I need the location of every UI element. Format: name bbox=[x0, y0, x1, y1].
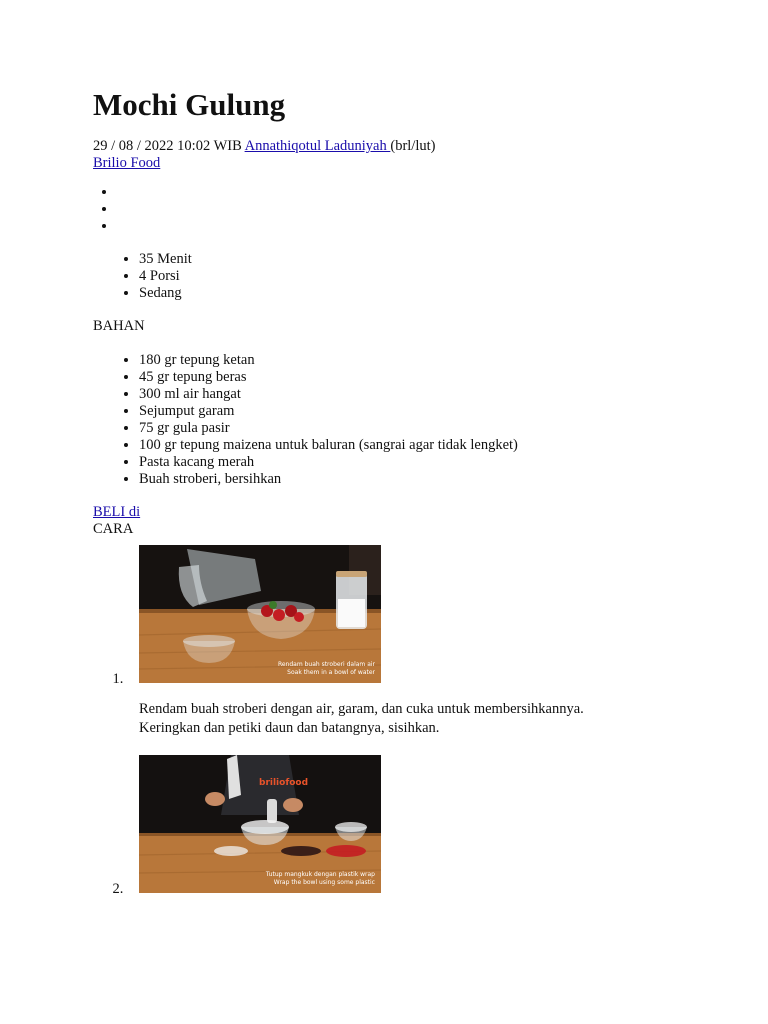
photo-caption bbox=[266, 871, 375, 887]
author-link[interactable]: Annathiqotul Laduniyah bbox=[244, 138, 391, 154]
step-item bbox=[127, 545, 733, 738]
recipe-info-list bbox=[93, 251, 733, 302]
step-photo-strawberries bbox=[139, 545, 381, 683]
ingredient-item: • 75 gr gula pasir bbox=[139, 420, 733, 437]
ingredient-item: • 180 gr tepung ketan bbox=[139, 352, 733, 369]
info-duration: • 35 Menit bbox=[139, 251, 733, 268]
info-difficulty: • Sedang bbox=[139, 285, 733, 302]
bahan-heading: BAHAN bbox=[93, 318, 145, 334]
publish-date: 29 / 08 / 2022 10:02 WIB bbox=[93, 138, 242, 154]
article-meta bbox=[93, 138, 733, 172]
caption-sub: Wrap the bowl using some plastic bbox=[273, 879, 375, 886]
photo-caption bbox=[278, 661, 375, 677]
info-servings: • 4 Porsi bbox=[139, 268, 733, 285]
article bbox=[93, 86, 733, 889]
ingredient-item: • 300 ml air hangat bbox=[139, 386, 733, 403]
step-text-line: Keringkan dan petiki daun dan batangnya, sisihkan. bbox=[139, 720, 440, 736]
credit: (brl/lut) bbox=[390, 138, 436, 154]
ingredient-list bbox=[93, 352, 733, 488]
ingredient-item: • 45 gr tepung beras bbox=[139, 369, 733, 386]
list-item bbox=[117, 201, 733, 218]
step-item bbox=[127, 755, 733, 893]
caption-main: Tutup mangkuk dengan plastik wrap bbox=[265, 871, 375, 878]
category-link[interactable]: Brilio Food bbox=[93, 155, 161, 171]
page-title: Mochi Gulung bbox=[93, 87, 286, 122]
buy-link[interactable]: BELI di bbox=[93, 504, 141, 520]
caption-sub: Soak them in a bowl of water bbox=[287, 669, 375, 676]
empty-share-list bbox=[93, 184, 733, 235]
ingredient-item: • Sejumput garam bbox=[139, 403, 733, 420]
step-photo-wrap-bowl bbox=[139, 755, 381, 893]
cara-heading: CARA bbox=[93, 521, 134, 537]
ingredient-item: • Buah stroberi, bersihkan bbox=[139, 471, 733, 488]
step-text-line: Rendam buah stroberi dengan air, garam, dan cuka untuk membersihkannya. bbox=[139, 701, 584, 717]
ingredient-item: • 100 gr tepung maizena untuk baluran (sangrai agar tidak lengket) bbox=[139, 437, 733, 454]
step-list bbox=[93, 545, 733, 893]
caption-main: Rendam buah stroberi dalam air bbox=[277, 661, 375, 668]
list-item bbox=[117, 218, 733, 235]
list-item bbox=[117, 184, 733, 201]
ingredient-item: • Pasta kacang merah bbox=[139, 454, 733, 471]
brilio-logo: 2. briliofood bbox=[259, 778, 309, 788]
step-description bbox=[139, 700, 733, 738]
